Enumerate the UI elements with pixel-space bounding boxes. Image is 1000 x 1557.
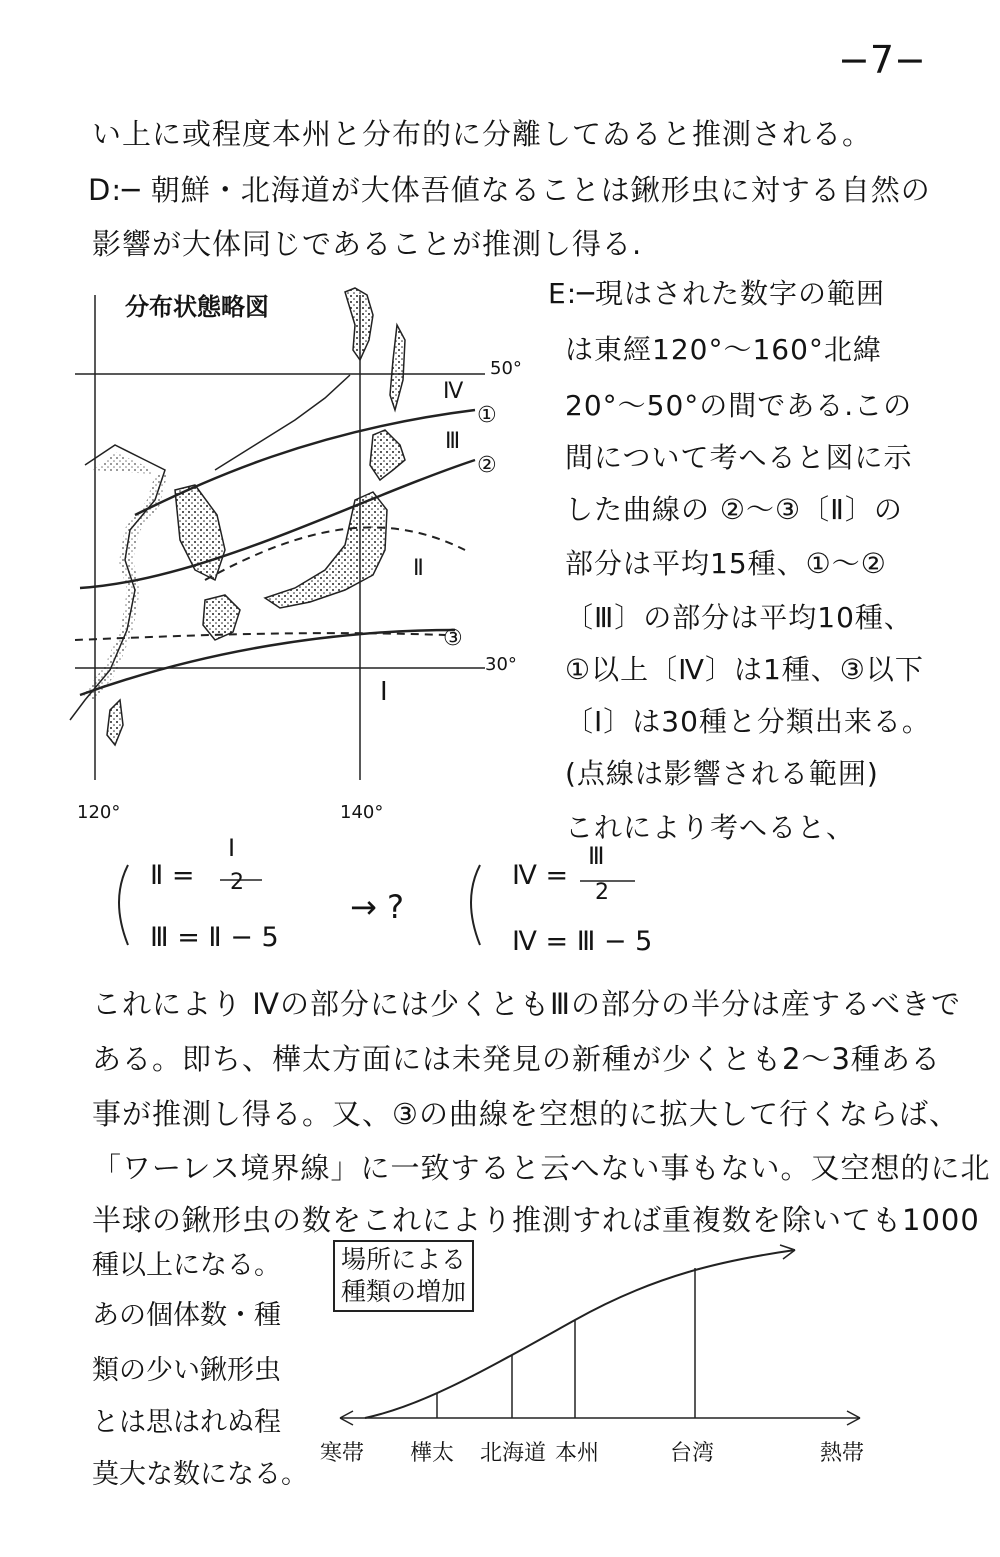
formula-left-bottom: Ⅲ = Ⅱ − 5	[150, 922, 279, 953]
right-column-line: した曲線の ②〜③〔Ⅱ〕の	[565, 493, 903, 526]
formula-right-fraction-bar	[580, 878, 640, 884]
curve-3-label: ③	[443, 626, 463, 651]
coast-northeast	[215, 375, 350, 470]
formula-right-top-lhs: Ⅳ =	[512, 860, 569, 891]
body-line: 事が推測し得る。又、③の曲線を空想的に拡大して行くならば、	[92, 1097, 959, 1131]
graph-label-karafuto: 樺太	[410, 1441, 455, 1466]
taiwan-shape	[107, 700, 123, 745]
formula-right-top-den: 2	[595, 880, 609, 905]
lat-50-label: 50°	[490, 358, 522, 379]
hokkaido-shape	[370, 430, 405, 480]
body-line: ある。即ち、樺太方面には未発見の新種が少くとも2〜3種ある	[92, 1042, 941, 1076]
species-increase-graph	[320, 1235, 895, 1485]
bottom-left-line: 種以上になる。	[92, 1250, 281, 1281]
kyushu-shape	[203, 595, 240, 640]
sakhalin-shape	[345, 288, 373, 360]
body-line: 半球の鍬形虫の数をこれにより推測すれば重複数を除いても1000	[92, 1203, 980, 1237]
formula-right-bottom: Ⅳ = Ⅲ − 5	[512, 926, 653, 957]
intro-line: 影響が大体同じであることが推測し得る.	[92, 227, 643, 261]
intro-line: D:─ 朝鮮・北海道が大体吾値なることは鍬形虫に対する自然の	[88, 173, 931, 207]
curve-3	[80, 630, 455, 695]
graph-label-nettai: 熱帯	[820, 1441, 865, 1466]
graph-title-line2: 種類の増加	[341, 1277, 467, 1306]
zone-iii-label: Ⅲ	[445, 429, 461, 454]
zone-ii-label: Ⅱ	[413, 556, 424, 581]
body-line: これにより Ⅳの部分には少くともⅢの部分の半分は産するべきで	[92, 987, 961, 1021]
curve-1-label: ①	[477, 403, 497, 428]
formula-left-top-num: Ⅰ	[228, 834, 236, 862]
right-column-line: 〔Ⅰ〕は30種と分類出来る。	[565, 705, 931, 738]
graph-growth-curve	[365, 1250, 795, 1418]
right-column-line: 20°〜50°の間である.この	[565, 389, 913, 422]
zone-iv-label: Ⅳ	[443, 379, 464, 404]
bottom-left-line: 莫大な数になる。	[92, 1459, 308, 1490]
curve-2-label: ②	[477, 453, 497, 478]
korea-shape	[175, 485, 225, 580]
right-column-line: ①以上〔Ⅳ〕は1種、③以下	[565, 653, 924, 686]
map-title: 分布状態略図	[125, 293, 269, 321]
right-column-line: (点線は影響される範囲)	[565, 757, 879, 790]
graph-title-line1: 場所による	[341, 1245, 467, 1274]
bottom-left-line: 類の少い鍬形虫	[92, 1355, 281, 1386]
right-column-line: これにより考へると、	[565, 811, 856, 844]
body-line: 「ワーレス境界線」に一致すると云へない事もない。又空想的に北	[92, 1151, 991, 1185]
bottom-left-line: とは思はれぬ程	[92, 1407, 281, 1438]
page-number: −7−	[838, 38, 926, 82]
intro-line: い上に或程度本州と分布的に分離してゐると推測される。	[92, 117, 873, 151]
right-column-line: 〔Ⅲ〕の部分は平均10種、	[565, 601, 913, 634]
distribution-map	[55, 270, 535, 830]
graph-label-taiwan: 台湾	[670, 1441, 715, 1466]
zone-i-label: Ⅰ	[380, 677, 388, 707]
graph-label-hokkaido: 北海道	[480, 1441, 547, 1466]
lon-140-label: 140°	[340, 802, 384, 823]
formula-left-top-lhs: Ⅱ =	[150, 860, 195, 891]
right-column-line: 間について考へると図に示	[565, 441, 913, 474]
kurile-shape	[390, 325, 405, 410]
formula-left-top-den: 2	[230, 870, 244, 895]
graph-label-kantai: 寒帯	[320, 1441, 365, 1466]
right-column-line: 部分は平均15種、①〜②	[565, 547, 887, 580]
graph-label-honshu: 本州	[555, 1441, 600, 1466]
formula-right-top-num: Ⅲ	[588, 842, 605, 870]
formula-arrow: → ?	[350, 888, 404, 926]
honshu-shape	[265, 492, 387, 608]
right-column-line: は東經120°〜160°北緯	[565, 333, 882, 366]
lat-30-label: 30°	[485, 654, 517, 675]
bottom-left-line: あの個体数・種	[92, 1300, 281, 1331]
lon-120-label: 120°	[77, 802, 121, 823]
right-column-line: E:─現はされた数字の範囲	[548, 277, 885, 310]
